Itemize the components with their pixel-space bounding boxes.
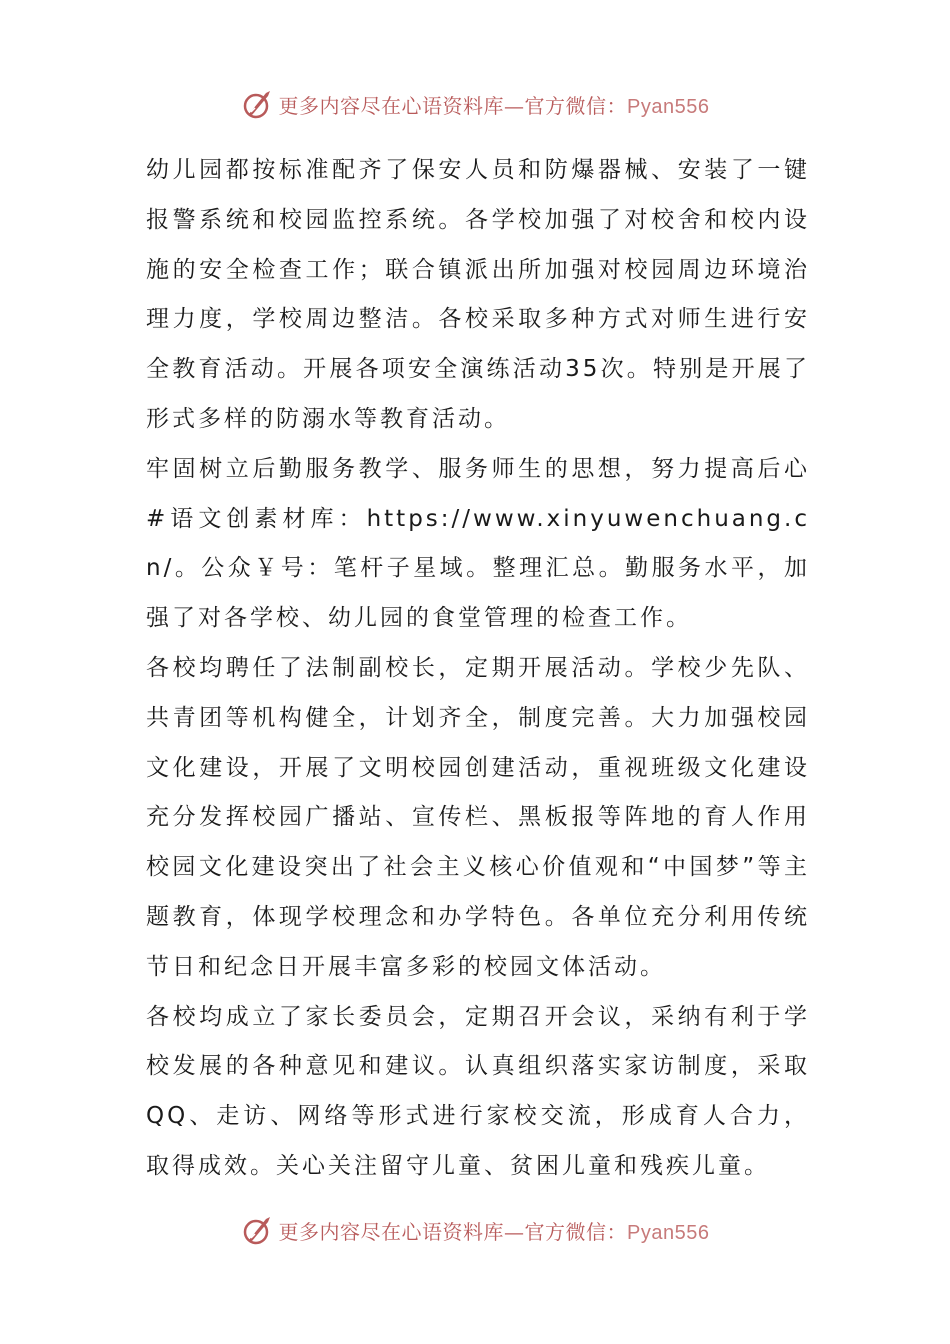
quill-logo-icon: [241, 1213, 275, 1247]
footer-banner-text: [279, 1216, 710, 1245]
header-banner: [0, 82, 950, 126]
header-banner-text: [279, 90, 710, 119]
header-wechat-id: Pyan556: [627, 95, 710, 118]
paragraph-logistics: 牢固树立后勤服务教学、服务师生的思想，努力提高后心#语文创素材库：https://www.xinyuwenchuang.cn/。公众￥号：笔杆子星域。整理汇总。勤服务水平，加强了对各学校、幼儿园的食堂管理的检查工作。: [146, 455, 810, 632]
paragraph-safety: 幼儿园都按标准配齐了保安人员和防爆器械、安装了一键报警系统和校园监控系统。各学校加强了对校舍和校内设施的安全检查工作；联合镇派出所加强对校园周边环境治理力度，学校周边整洁。各校采取多种方式对师生进行安全教育活动。开展各项安全演练活动35次。特别是开展了形式多样的防溺水等教育活动。: [146, 157, 810, 432]
document-body: [146, 146, 810, 1192]
quill-logo-icon: [241, 87, 275, 121]
header-banner-label: 更多内容尽在心语资料库—官方微信：: [278, 93, 628, 118]
paragraph-parents: 各校均成立了家长委员会，定期召开会议，采纳有利于学校发展的各种意见和建议。认真组织落实家访制度，采取QQ、走访、网络等形式进行家校交流，形成育人合力，取得成效。关心关注留守儿童、贫困儿童和残疾儿童。: [146, 1003, 810, 1179]
footer-banner-label: 更多内容尽在心语资料库—官方微信：: [278, 1219, 628, 1244]
footer-wechat-id: Pyan556: [627, 1221, 710, 1244]
paragraph-culture: 各校均聘任了法制副校长，定期开展活动。学校少先队、共青团等机构健全，计划齐全，制度完善。大力加强校园文化建设，开展了文明校园创建活动，重视班级文化建设充分发挥校园广播站、宣传栏、黑板报等阵地的育人作用校园文化建设突出了社会主义核心价值观和“中国梦”等主题教育，体现学校理念和办学特色。各单位充分利用传统节日和纪念日开展丰富多彩的校园文体活动。: [146, 654, 810, 980]
footer-banner: [0, 1208, 950, 1252]
